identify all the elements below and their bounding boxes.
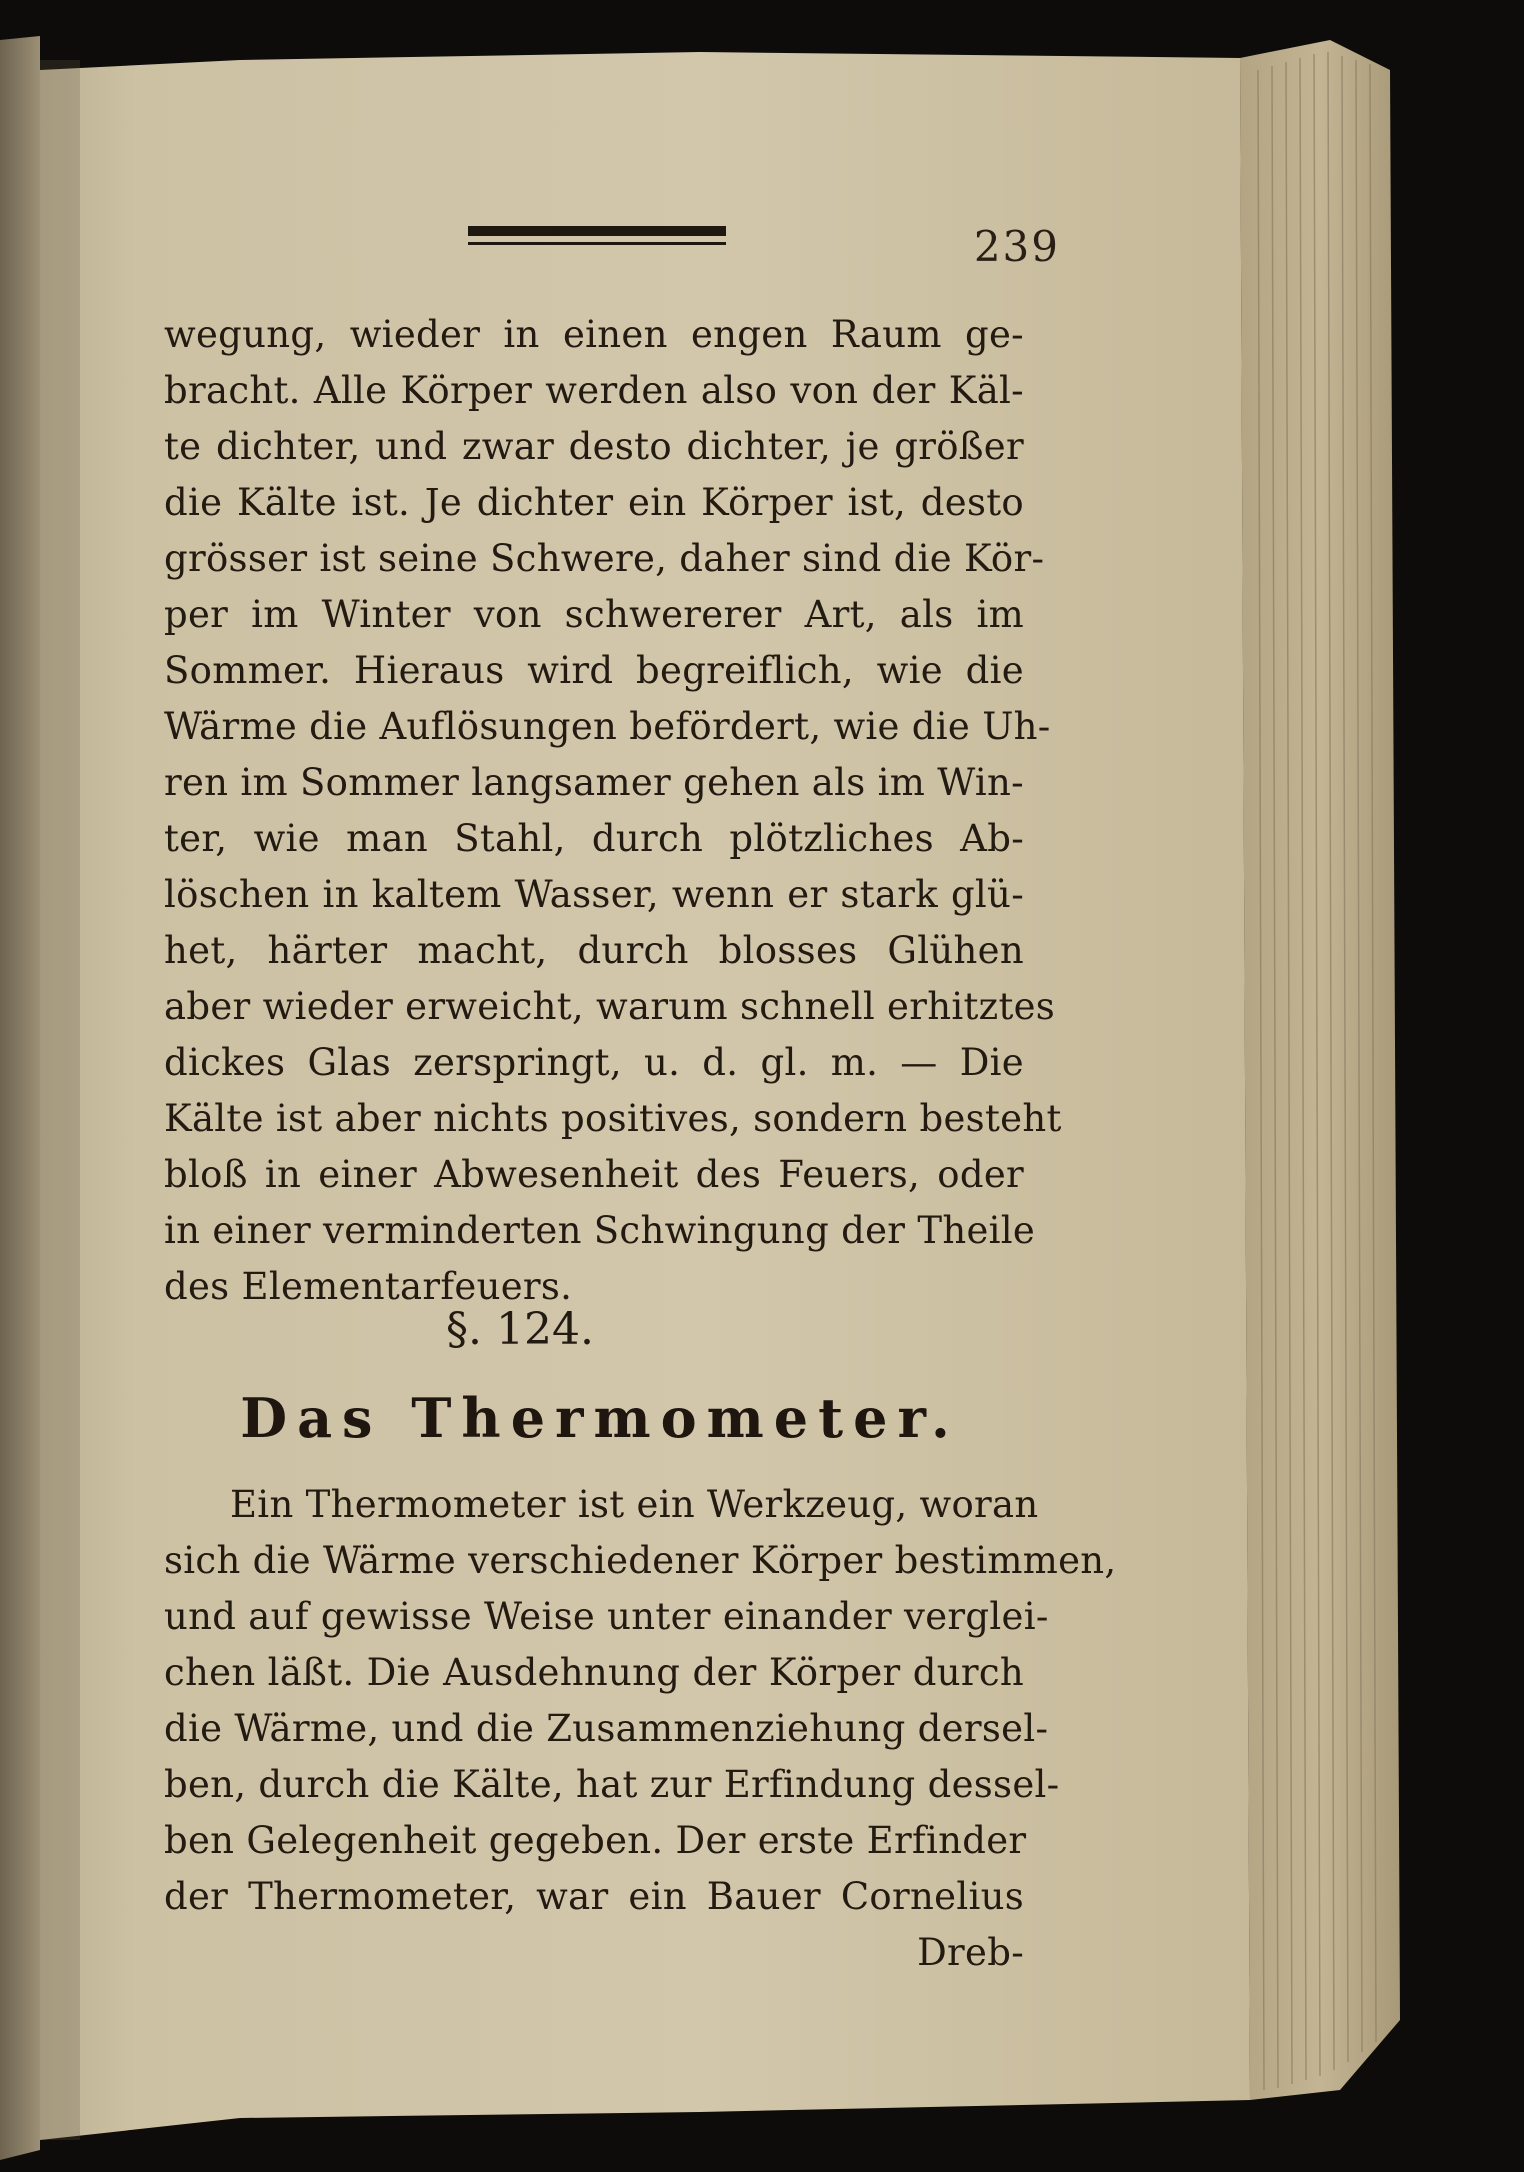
text-line: ben, durch die Kälte, hat zur Erfindung dessel- — [164, 1763, 1060, 1806]
text-line: per im Winter von schwererer Art, als im — [164, 593, 1024, 636]
header-rule-thick — [468, 226, 726, 236]
text-line: chen läßt. Die Ausdehnung der Körper durch — [164, 1651, 1024, 1694]
text-line: bracht. Alle Körper werden also von der Käl- — [164, 369, 1024, 412]
text-line: Kälte ist aber nichts positives, sondern besteht — [164, 1097, 1062, 1140]
text-line: in einer verminderten Schwingung der Theile — [164, 1209, 1036, 1252]
catchword: Dreb- — [917, 1931, 1024, 1974]
section-heading: Das Thermometer. — [240, 1386, 960, 1450]
text-line: grösser ist seine Schwere, daher sind die Kör- — [164, 537, 1045, 580]
text-line: bloß in einer Abwesenheit des Feuers, oder — [164, 1153, 1024, 1196]
text-line: aber wieder erweicht, warum schnell erhitztes — [164, 985, 1056, 1028]
text-line: dickes Glas zerspringt, u. d. gl. m. — Die — [164, 1041, 1024, 1084]
text-line: ren im Sommer langsamer gehen als im Win- — [164, 761, 1024, 804]
text-line: die Kälte ist. Je dichter ein Körper ist, desto — [164, 481, 1024, 524]
text-line: des Elementarfeuers. — [164, 1265, 573, 1308]
text-line: wegung, wieder in einen engen Raum ge- — [164, 313, 1024, 356]
text-line: löschen in kaltem Wasser, wenn er stark glü- — [164, 873, 1024, 916]
text-line: Sommer. Hieraus wird begreiflich, wie die — [164, 649, 1024, 692]
text-line: ter, wie man Stahl, durch plötzliches Ab- — [164, 817, 1024, 860]
text-line: und auf gewisse Weise unter einander verglei- — [164, 1595, 1049, 1638]
page-number: 239 — [973, 222, 1060, 271]
text-line: die Wärme, und die Zusammenziehung dersel- — [164, 1707, 1049, 1750]
text-line: Wärme die Auflösungen befördert, wie die Uh- — [164, 705, 1051, 748]
text-line: der Thermometer, war ein Bauer Cornelius — [164, 1875, 1024, 1918]
text-line: te dichter, und zwar desto dichter, je größer — [164, 425, 1024, 468]
header-rule-thin — [468, 242, 726, 245]
text-line: Ein Thermometer ist ein Werkzeug, woran — [230, 1483, 1039, 1526]
text-line: het, härter macht, durch blosses Glühen — [164, 929, 1024, 972]
section-number: §. 124. — [446, 1304, 594, 1355]
text-line: sich die Wärme verschiedener Körper bestimmen, — [164, 1539, 1117, 1582]
text-line: ben Gelegenheit gegeben. Der erste Erfinder — [164, 1819, 1027, 1862]
